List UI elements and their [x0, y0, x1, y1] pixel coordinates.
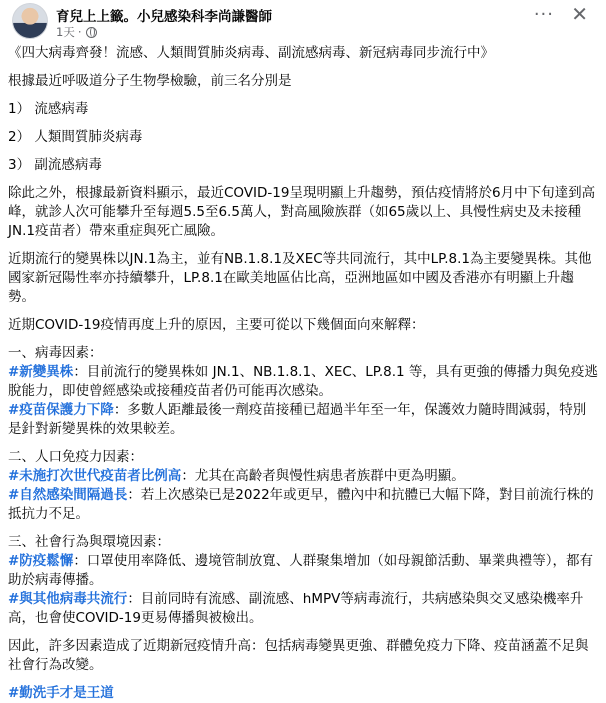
conclusion-paragraph: 因此，許多因素造成了近期新冠疫情升高：包括病毒變異更強、群體免疫力下降、疫苗涵蓋不足與社會行為改變。	[8, 638, 589, 673]
list-item: 3） 副流感病毒	[8, 157, 102, 173]
meta-separator: ·	[77, 25, 82, 39]
page-name-link[interactable]: 育兒上上籤。小兒感染科李尚謙醫師	[56, 9, 272, 25]
section-social	[8, 533, 598, 628]
item-text: ：若上次感染已是2022年或更早，體內中和抗體已大幅下降，對目前流行株的抵抗力不足。	[8, 487, 594, 522]
section-title: 二、人口免疫力因素：	[8, 449, 143, 465]
section-title: 三、社會行為與環境因素：	[8, 534, 170, 550]
list-item: 1） 流感病毒	[8, 101, 89, 117]
post-header	[6, 0, 598, 44]
globe-icon	[86, 27, 97, 38]
section-item	[8, 486, 598, 524]
section-immunity	[8, 448, 598, 524]
section-item	[8, 590, 598, 628]
list-item: 2） 人類間質肺炎病毒	[8, 129, 143, 145]
hashtag-link[interactable]: #防疫鬆懈	[8, 553, 74, 569]
section-item	[8, 552, 598, 590]
reasons-paragraph: 近期COVID-19疫情再度上升的原因，主要可從以下幾個面向來解釋：	[8, 317, 425, 333]
section-item	[8, 363, 598, 401]
more-options-button[interactable]: ···	[533, 4, 554, 25]
post-body	[6, 44, 598, 703]
section-item	[8, 401, 598, 439]
final-hashtag-link[interactable]: #勤洗手才是王道	[8, 685, 114, 701]
covid-paragraph: 除此之外，根據最新資料顯示，最近COVID-19呈現明顯上升趨勢，預估疫情將於6月中下旬達到高峰，就診人次可能攀升至每週5.5至6.5萬人，對高風險族群（如65歲以上、具慢性病史及未接種JN.1疫苗者）帶來重症與死亡風險。	[8, 185, 596, 239]
item-text: ：目前流行的變異株如 JN.1、NB.1.8.1、XEC、LP.8.1 等，具有更強的傳播力與免疫逃脫能力，即使曾經感染或接種疫苗者仍可能再次感染。	[8, 364, 598, 399]
item-text: ：多數人距離最後一劑疫苗接種已超過半年至一年，保護效力隨時間減弱，特別是針對新變異株的效果較差。	[8, 402, 587, 437]
post-title: 《四大病毒齊發！流感、人類間質肺炎病毒、副流感病毒、新冠病毒同步流行中》	[8, 45, 494, 61]
item-text: ：口罩使用率降低、邊境管制放寬、人群聚集增加（如母親節活動、畢業典禮等），都有助於病毒傳播。	[8, 553, 594, 588]
avatar[interactable]	[12, 3, 48, 39]
close-button[interactable]: ✕	[571, 2, 588, 26]
section-title: 一、病毒因素：	[8, 345, 103, 361]
intro-text: 根據最近呼吸道分子生物學檢驗，前三名分別是	[8, 73, 292, 89]
variants-paragraph: 近期流行的變異株以JN.1為主，並有NB.1.8.1及XEC等共同流行，其中LP.8.1為主要變異株。其他國家新冠陽性率亦持續攀升，LP.8.1在歐美地區佔比高，亞洲地區如中國及香港亦有明顯上升趨勢。	[8, 251, 592, 305]
hashtag-link[interactable]: #未施打次世代疫苗者比例高	[8, 468, 182, 484]
item-text: ：尤其在高齡者與慢性病患者族群中更為明顯。	[181, 468, 465, 484]
hashtag-link[interactable]: #疫苗保護力下降	[8, 402, 114, 418]
section-virus	[8, 344, 598, 439]
post-time-link[interactable]: 1天	[56, 25, 75, 39]
post-meta	[56, 24, 97, 40]
hashtag-link[interactable]: #與其他病毒共流行	[8, 591, 128, 607]
section-item	[8, 467, 598, 486]
item-text: ：目前同時有流感、副流感、hMPV等病毒流行，共病感染與交叉感染機率升高，也會使COVID-19更易傳播與被檢出。	[8, 591, 584, 626]
hashtag-link[interactable]: #自然感染間隔過長	[8, 487, 128, 503]
hashtag-link[interactable]: #新變異株	[8, 364, 74, 380]
